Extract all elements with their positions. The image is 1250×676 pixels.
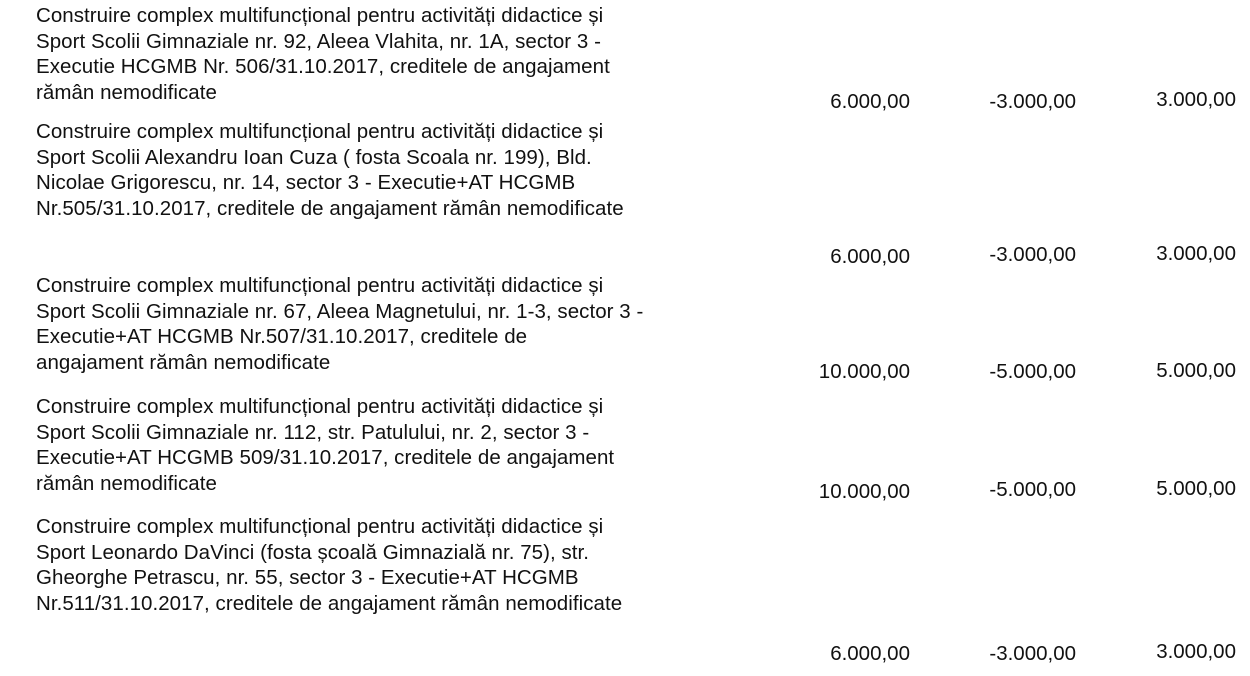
value-change: -5.000,00 — [989, 360, 1076, 383]
description-line: angajament rămân nemodificate — [36, 350, 331, 374]
value-change: -3.000,00 — [989, 243, 1076, 266]
value-initial: 10.000,00 — [818, 360, 910, 383]
description-line: Executie HCGMB Nr. 506/31.10.2017, creditele de angajament — [36, 55, 610, 78]
description-line: Construire complex multifuncțional pentru activități didactice și — [36, 120, 604, 143]
description-line: rămân nemodificate — [36, 80, 217, 104]
value-final: 3.000,00 — [1156, 88, 1236, 111]
value-final: 3.000,00 — [1156, 242, 1236, 265]
value-initial: 10.000,00 — [818, 480, 910, 503]
value-change: -5.000,00 — [989, 478, 1076, 501]
description-line: Construire complex multifuncțional pentru activități didactice și — [36, 515, 604, 538]
description-line: Nicolae Grigorescu, nr. 14, sector 3 - Executie+AT HCGMB — [36, 171, 576, 194]
row-description — [36, 273, 756, 375]
description-line: Sport Scolii Gimnaziale nr. 112, str. Patulului, nr. 2, sector 3 - — [36, 420, 590, 444]
description-line: Sport Scolii Gimnaziale nr. 67, Aleea Magnetului, nr. 1-3, sector 3 - — [36, 299, 644, 323]
row-description — [36, 394, 756, 496]
description-line: Executie+AT HCGMB 509/31.10.2017, creditele de angajament — [36, 446, 615, 469]
description-line: Construire complex multifuncțional pentru activități didactice și — [36, 4, 604, 27]
description-line: Gheorghe Petrascu, nr. 55, sector 3 - Executie+AT HCGMB — [36, 566, 579, 589]
row-description — [36, 119, 756, 221]
description-line: Construire complex multifuncțional pentru activități didactice și — [36, 274, 604, 297]
value-initial: 6.000,00 — [830, 90, 910, 113]
value-final: 5.000,00 — [1156, 359, 1236, 382]
description-line: Construire complex multifuncțional pentru activități didactice și — [36, 395, 604, 418]
description-line: Sport Scolii Gimnaziale nr. 92, Aleea Vlahita, nr. 1A, sector 3 - — [36, 29, 602, 53]
value-initial: 6.000,00 — [830, 245, 910, 268]
value-change: -3.000,00 — [989, 642, 1076, 665]
row-description — [36, 514, 756, 616]
description-line: Nr.505/31.10.2017, creditele de angajament rămân nemodificate — [36, 196, 624, 220]
description-line: Sport Scolii Alexandru Ioan Cuza ( fosta Scoala nr. 199), Bld. — [36, 145, 592, 169]
description-line: Sport Leonardo DaVinci (fosta școală Gimnazială nr. 75), str. — [36, 540, 590, 564]
description-line: rămân nemodificate — [36, 471, 217, 495]
value-final: 5.000,00 — [1156, 477, 1236, 500]
description-line: Nr.511/31.10.2017, creditele de angajament rămân nemodificate — [36, 591, 623, 615]
description-line: Executie+AT HCGMB Nr.507/31.10.2017, creditele de — [36, 325, 528, 348]
value-final: 3.000,00 — [1156, 640, 1236, 663]
value-initial: 6.000,00 — [830, 642, 910, 665]
row-description — [36, 3, 756, 105]
value-change: -3.000,00 — [989, 90, 1076, 113]
